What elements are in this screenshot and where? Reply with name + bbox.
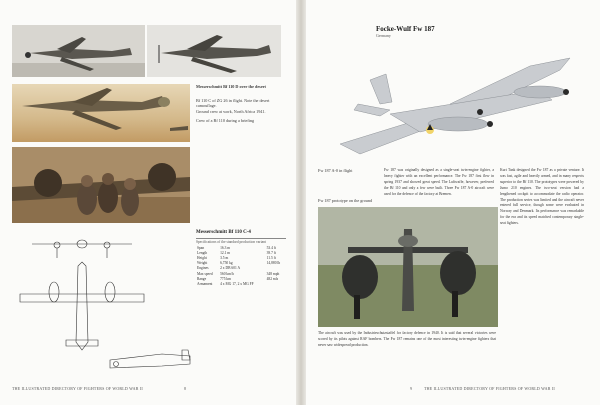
spec-cell-v1: 3.5 m — [220, 255, 229, 260]
spec-cell-v1: 2 x DB 601 A — [220, 266, 241, 271]
spec-cell-label: Length — [197, 250, 208, 255]
spec-cell-label: Height — [197, 255, 207, 260]
spec-cell-v2: 39.7 ft — [266, 250, 276, 255]
article-column-3: The aircraft was used by the Industrieschutzstaffel for factory defence in 1940. It is said that several victories were scored by its pilots against RAF bombers. The Fw 187 remains one of the most interesting twin-engine fighters that never saw widespread production. — [318, 331, 496, 347]
spec-cell-label: Range — [197, 276, 207, 281]
right-page-number: 9 — [410, 386, 412, 391]
spec-cell-v2: 482 mls — [266, 276, 279, 281]
photo-caption-fw187: Fw 187 prototype on the ground — [318, 198, 373, 203]
left-footer: THE ILLUSTRATED DIRECTORY OF FIGHTERS OF WORLD WAR II — [12, 386, 143, 391]
spec-cell-v2: 348 mph — [266, 271, 280, 276]
spec-title: Messerschmitt Bf 110 C-4 — [196, 230, 251, 235]
article-column-1: Fw 187 was originally designed as a single-seat twin-engine fighter, a heavy fighter with an excellent performance. The Fw 187 first flew in spring 1937 and showed great speed. The Luftwaffe, however, preferred the Bf 110 and only a few were built. Three Fw 187 A-0 aircraft were used for the defence of the factory at Bremen. — [384, 168, 494, 196]
spec-cell-label: Armament — [197, 281, 213, 286]
photo-bf110-desert — [12, 84, 190, 142]
spec-row — [196, 281, 286, 286]
spec-cell-v1: 560 km/h — [220, 271, 234, 276]
spec-cell-v1: 12.1 m — [220, 250, 231, 255]
article-column-2: Kurt Tank designed the Fw 187 as a private venture. It was fast, agile and heavily armed, and in many respects superior to the Bf 110. The prototypes were powered by Jumo 210 engines. The two-seat version had a lengthened cockpit to accommodate the radio operator. The production series was limited and the aircraft never entered full service, though some were evaluated in Norway and Denmark. Its performance was remarkable for the era and its speed matched contemporary single-seat fighters. — [500, 168, 584, 226]
photo-fw187-ground — [318, 207, 498, 327]
article-title: Focke-Wulf Fw 187 — [376, 25, 435, 33]
spec-table — [196, 245, 286, 287]
photo-bf110-ground-crew — [12, 147, 190, 223]
technical-drawing-bf110 — [12, 232, 194, 377]
photo-bf110-single-flight — [147, 25, 281, 77]
spec-cell-v1: 775 km — [220, 276, 231, 281]
caption-middle: Bf 110 C of ZG 26 in flight. Note the desert camouflage. Ground crew at work, North Africa 1941. — [196, 98, 270, 114]
spec-cell-v2 — [266, 281, 286, 286]
article-subtitle: Germany — [376, 33, 391, 38]
left-page-number: 8 — [184, 386, 186, 391]
spec-cell-v2: 53.4 ft — [266, 245, 276, 250]
spec-cell-v1: 4 x MG 17, 2 x MG FF — [220, 281, 254, 286]
model-caption: Fw 187 A-0 in flight — [318, 168, 353, 173]
caption-bottom-left: Crew of a Bf 110 during a briefing — [196, 118, 255, 123]
spec-cell-label: Weight — [197, 261, 208, 266]
photo-bf110-pair-flight — [12, 25, 145, 77]
spec-cell-v2: 11.5 ft — [266, 255, 276, 260]
spec-cell-v1: 16.3 m — [220, 245, 231, 250]
spec-cell-v1: 6,750 kg — [220, 261, 233, 266]
caption-top-right: Messerschmitt Bf 110 D over the desert — [196, 84, 266, 89]
spec-rule — [196, 238, 286, 239]
gutter — [296, 0, 306, 405]
spec-cell-label: Span — [197, 245, 205, 250]
right-footer: THE ILLUSTRATED DIRECTORY OF FIGHTERS OF WORLD WAR II — [424, 386, 555, 391]
spec-cell-label: Max speed — [197, 271, 213, 276]
model-fw187-illustration — [330, 44, 580, 159]
spec-subtitle: Specifications of the standard production variant — [196, 240, 266, 244]
spec-cell-v2: 14,880 lb — [266, 261, 281, 266]
spec-cell-label: Engines — [197, 266, 209, 271]
